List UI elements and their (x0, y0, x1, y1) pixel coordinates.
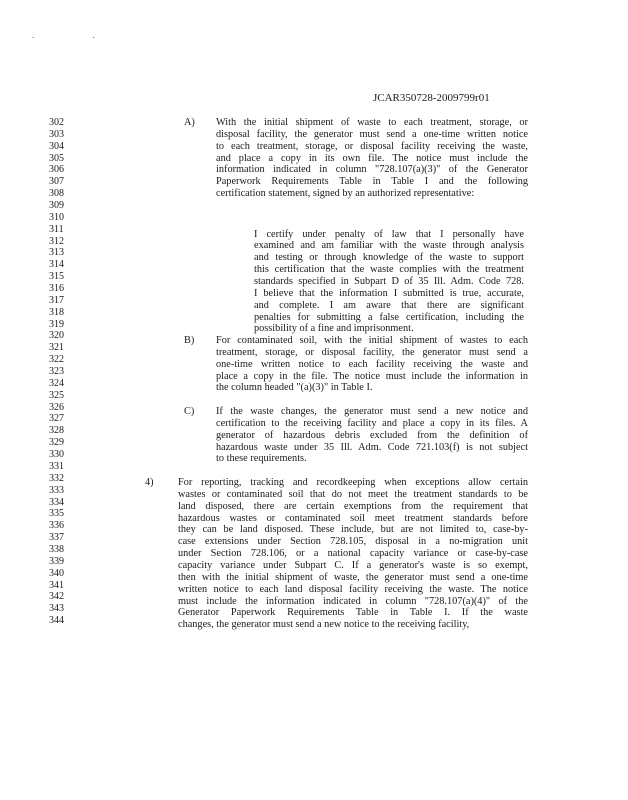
text-line: one-time written notice to each facility receiving the waste and (216, 358, 528, 370)
text-line: and complete. I am aware that there are significant (254, 299, 524, 311)
line-number: 325 (49, 389, 64, 401)
text-line: I believe that the information I submitted is true, accurate, (254, 287, 524, 299)
line-number: 338 (49, 543, 64, 555)
text-line: must include the information indicated in column "728.107(a)(4)" of the (178, 595, 528, 607)
text-line: under Section 728.106, or a national capacity variance or case-by-case (178, 548, 528, 560)
line-number: 333 (49, 484, 64, 496)
text-line: wastes or contaminated soil that do not meet the treatment standards to be (178, 488, 528, 500)
text-line: and place a copy in its own file. The notice must include the (216, 152, 528, 164)
line-number: 340 (49, 567, 64, 579)
section-c-text (216, 406, 528, 465)
line-number: 337 (49, 532, 64, 544)
text-line: examined and am familiar with the waste through analysis (254, 240, 524, 252)
section-a-label: A) (184, 117, 195, 128)
line-number: 336 (49, 520, 64, 532)
text-line: written notice to each land disposal facility receiving the waste. The notice (178, 583, 528, 595)
line-number: 313 (49, 247, 64, 259)
line-number: 328 (49, 425, 64, 437)
line-number: 330 (49, 449, 64, 461)
section-b-label: B) (184, 335, 195, 346)
section-4-text (178, 477, 528, 631)
line-number: 303 (49, 128, 64, 140)
line-number: 307 (49, 176, 64, 188)
line-number: 320 (49, 330, 64, 342)
text-line: For reporting, tracking and recordkeeping when exceptions allow certain (178, 477, 528, 488)
line-number: 326 (49, 401, 64, 413)
line-number: 305 (49, 152, 64, 164)
line-number-column (49, 117, 89, 627)
line-number: 331 (49, 460, 64, 472)
line-number: 323 (49, 366, 64, 378)
text-line: hazardous wastes or contaminated soil meet treatment standards before (178, 512, 528, 524)
text-line: I certify under penalty of law that I personally have (254, 228, 524, 240)
text-line: If the waste changes, the generator must send a new notice and (216, 406, 528, 417)
section-c-label: C) (184, 406, 195, 417)
certification-statement (254, 229, 524, 336)
line-number: 316 (49, 283, 64, 295)
line-number: 332 (49, 472, 64, 484)
line-number: 315 (49, 271, 64, 283)
line-number: 334 (49, 496, 64, 508)
line-number: 302 (49, 117, 64, 128)
text-line: and testing or through knowledge of the waste to support (254, 252, 524, 264)
text-line: to each treatment, storage, or disposal facility receiving the waste, (216, 140, 528, 152)
line-number: 319 (49, 318, 64, 330)
text-line: place a copy in the file. The notice must include the information in (216, 370, 528, 382)
section-a-text (216, 117, 528, 200)
text-line: hazardous waste under 35 Ill. Adm. Code 721.103(f) is not subject (216, 441, 528, 453)
text-line: case extensions under Section 728.105, disposal in a no-migration unit (178, 536, 528, 548)
text-line: generator of hazardous debris excluded from the definition of (216, 429, 528, 441)
text-line: they can be land disposed. These include, but are not limited to, case-by- (178, 524, 528, 536)
section-b-text (216, 335, 528, 394)
line-number: 318 (49, 306, 64, 318)
line-number: 306 (49, 164, 64, 176)
text-line: disposal facility, the generator must send a one-time written notice (216, 128, 528, 140)
line-number: 327 (49, 413, 64, 425)
text-line: land disposed, there are certain exemptions from the requirement that (178, 500, 528, 512)
line-number: 321 (49, 342, 64, 354)
line-number: 317 (49, 294, 64, 306)
text-line: possibility of a fine and imprisonment. (254, 323, 414, 335)
line-number: 339 (49, 555, 64, 567)
line-number: 311 (49, 223, 64, 235)
line-number: 322 (49, 354, 64, 366)
line-number: 304 (49, 140, 64, 152)
line-number: 310 (49, 211, 64, 223)
scan-corner-marks: . . (32, 30, 123, 40)
text-line: this certification that the waste complies with the treatment (254, 264, 524, 276)
text-line: changes, the generator must send a new notice to the receiving facility, (178, 619, 470, 631)
text-line: information indicated in column "728.107(a)(3)" of the Generator (216, 164, 528, 176)
line-number: 335 (49, 508, 64, 520)
text-line: penalties for submitting a false certification, including the (254, 311, 524, 323)
text-line: Generator Paperwork Requirements Table in Table I. If the waste (178, 607, 528, 619)
text-line: certification to the receiving facility and place a copy in its files. A (216, 417, 528, 429)
line-number: 342 (49, 591, 64, 603)
text-line: treatment, storage, or disposal facility, the generator must send a (216, 346, 528, 358)
line-number: 343 (49, 603, 64, 615)
section-4-label: 4) (145, 477, 154, 488)
text-line: then with the initial shipment of waste, the generator must send a one-time (178, 571, 528, 583)
line-number: 314 (49, 259, 64, 271)
line-number: 309 (49, 200, 64, 212)
text-line: certification statement, signed by an authorized representative: (216, 188, 475, 200)
text-line: capacity variance under Subpart C. If a generator's waste is so exempt, (178, 560, 528, 572)
text-line: Paperwork Requirements Table in Table I and the following (216, 176, 528, 188)
text-line: to these requirements. (216, 453, 307, 465)
line-number: 329 (49, 437, 64, 449)
text-line: standards specified in Subpart D of 35 Ill. Adm. Code 728. (254, 275, 524, 287)
document-id-header: JCAR350728-2009799r01 (373, 92, 490, 104)
line-number: 324 (49, 377, 64, 389)
text-line: For contaminated soil, with the initial shipment of wastes to each (216, 335, 528, 346)
line-number: 312 (49, 235, 64, 247)
line-number: 344 (49, 615, 64, 627)
text-line: the column headed "(a)(3)" in Table I. (216, 382, 373, 394)
line-number: 341 (49, 579, 64, 591)
text-line: With the initial shipment of waste to each treatment, storage, or (216, 117, 528, 128)
line-number: 308 (49, 188, 64, 200)
